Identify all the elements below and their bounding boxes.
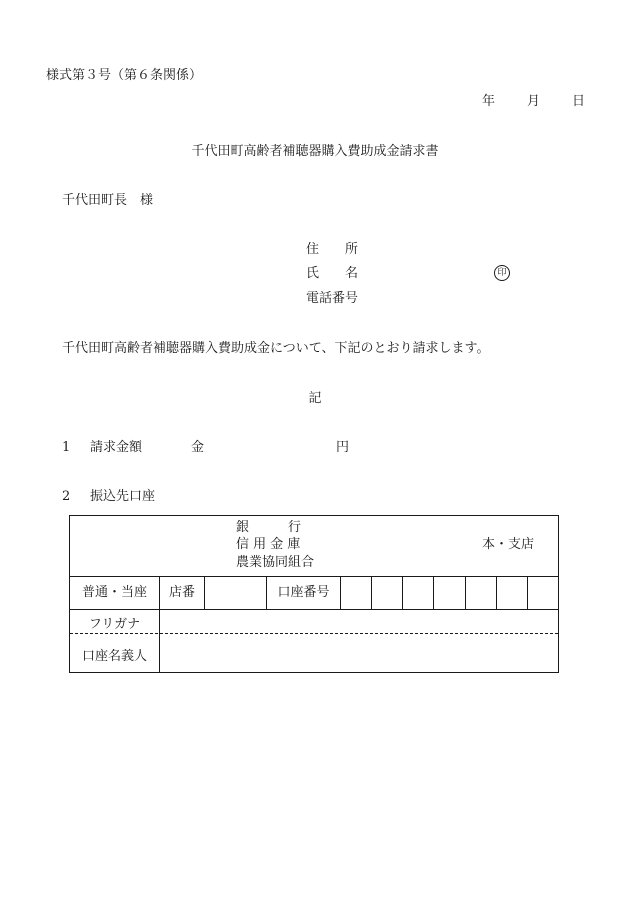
item2-number: 2 [62, 489, 71, 504]
applicant-phone-label: 電話番号 [306, 291, 359, 306]
furigana-row [70, 610, 558, 634]
bank-type-ja: 農業協同組合 [236, 555, 315, 570]
divider [159, 610, 160, 673]
branch-no-label: 店番 [168, 585, 195, 600]
item2-label: 振込先口座 [90, 489, 156, 504]
account-digit-1[interactable] [341, 577, 371, 609]
account-digit-3[interactable] [403, 577, 433, 609]
bank-row [70, 516, 558, 577]
date-day: 日 [572, 94, 586, 109]
bank-type-shinkin: 信 用 金 庫 [236, 537, 301, 552]
ki-heading: 記 [308, 391, 322, 406]
date-month: 月 [527, 94, 541, 109]
date-line [482, 94, 585, 110]
account-digit-7[interactable] [528, 577, 558, 609]
account-table [69, 515, 559, 673]
document-title: 千代田町高齢者補聴器購入費助成金請求書 [191, 144, 439, 159]
account-digit-5[interactable] [466, 577, 496, 609]
date-year: 年 [482, 94, 496, 109]
holder-label: 口座名義人 [81, 649, 147, 664]
item1-label: 請求金額 [90, 440, 143, 455]
item1-kin: 金 [191, 440, 205, 455]
account-no-label: 口座番号 [277, 585, 330, 600]
account-row [70, 577, 558, 610]
applicant-address-label: 住 所 [306, 242, 359, 257]
addressee: 千代田町長 様 [62, 193, 154, 208]
item-transfer-account [62, 489, 155, 505]
holder-row [70, 634, 558, 672]
account-digit-4[interactable] [434, 577, 464, 609]
item-claim-amount [62, 440, 350, 456]
form-number: 様式第３号（第６条関係） [46, 68, 203, 83]
seal-mark: 印 [494, 265, 510, 281]
account-digit-2[interactable] [372, 577, 402, 609]
item1-number: 1 [62, 440, 71, 455]
account-type-label: 普通・当座 [81, 585, 147, 600]
applicant-name-label: 氏 名 [306, 266, 359, 281]
furigana-label: フリガナ [88, 617, 141, 632]
branch-no-field[interactable] [205, 577, 265, 609]
request-statement: 千代田町高齢者補聴器購入費助成金について、下記のとおり請求します。 [62, 341, 490, 356]
bank-type-bank: 銀 行 [236, 520, 302, 535]
account-digit-6[interactable] [497, 577, 527, 609]
item1-yen: 円 [336, 440, 350, 455]
branch-label: 本・支店 [482, 537, 535, 552]
